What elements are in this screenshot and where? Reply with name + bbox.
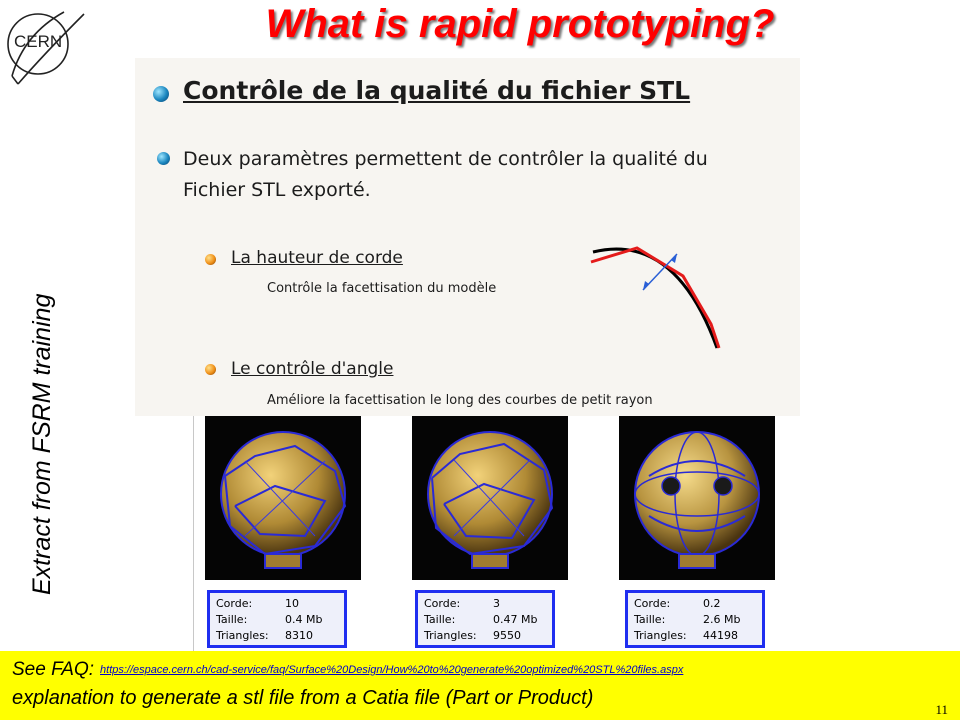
corde-value: 3: [493, 597, 500, 610]
triangles-value: 9550: [493, 629, 521, 642]
faq-link[interactable]: https://espace.cern.ch/cad-service/faq/Surface%20Design/How%20to%20generate%20optimized%20STL%20files.aspx: [100, 664, 684, 676]
cern-logo-text: CERN: [14, 32, 63, 51]
slide-intro-line1: Deux paramètres permettent de contrôler la qualité du: [183, 148, 708, 170]
param1-label: La hauteur de corde: [231, 248, 403, 268]
faq-explanation: explanation to generate a stl file from a Catia file (Part or Product): [12, 687, 594, 709]
faq-line: [12, 659, 683, 681]
chord-height-diagram: [585, 238, 735, 408]
taille-value: 0.47 Mb: [493, 613, 538, 626]
quality-box-medium: [415, 590, 555, 648]
corde-value: 0.2: [703, 597, 721, 610]
corde-label: Corde:: [424, 597, 461, 610]
heading-bullet-icon: [153, 86, 169, 102]
taille-label: Taille:: [216, 613, 248, 626]
slide-heading: Contrôle de la qualité du fichier STL: [183, 76, 691, 105]
triangles-value: 8310: [285, 629, 313, 642]
param1-desc: Contrôle la facettisation du modèle: [267, 281, 497, 296]
slide-intro: [183, 144, 783, 206]
sphere-render-coarse: [205, 416, 361, 580]
stl-quality-slide: [135, 58, 800, 416]
side-caption: Extract from FSRM training: [28, 293, 56, 595]
param2-desc: Améliore la facettisation le long des courbes de petit rayon: [267, 393, 653, 408]
sphere-render-fine: [619, 416, 775, 580]
taille-value: 0.4 Mb: [285, 613, 323, 626]
faq-prefix: See FAQ:: [12, 659, 95, 680]
corde-value: 10: [285, 597, 299, 610]
param2-bullet-icon: [205, 364, 216, 375]
param1-bullet-icon: [205, 254, 216, 265]
faq-band: [0, 651, 960, 720]
taille-label: Taille:: [424, 613, 456, 626]
corde-label: Corde:: [216, 597, 253, 610]
triangles-value: 44198: [703, 629, 738, 642]
quality-box-coarse: [207, 590, 347, 648]
slide-intro-line2: Fichier STL exporté.: [183, 179, 371, 201]
intro-bullet-icon: [157, 152, 170, 165]
taille-value: 2.6 Mb: [703, 613, 741, 626]
triangles-label: Triangles:: [424, 629, 477, 642]
page-number: 11: [935, 702, 948, 717]
cern-logo: [4, 4, 90, 90]
corde-label: Corde:: [634, 597, 671, 610]
page-title: What is rapid prototyping?: [265, 2, 775, 46]
taille-label: Taille:: [634, 613, 666, 626]
param2-label: Le contrôle d'angle: [231, 359, 394, 379]
triangles-label: Triangles:: [216, 629, 269, 642]
divider-line: [193, 416, 194, 652]
sphere-render-medium: [412, 416, 568, 580]
quality-box-fine: [625, 590, 765, 648]
triangles-label: Triangles:: [634, 629, 687, 642]
